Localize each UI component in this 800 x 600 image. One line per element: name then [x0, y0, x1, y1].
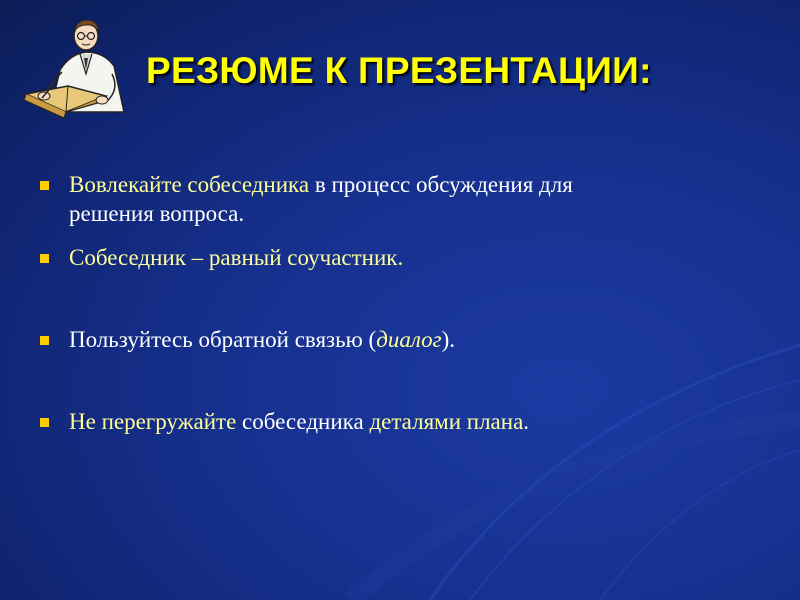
bullet-4-text: собеседника: [236, 409, 370, 434]
square-bullet-icon: [40, 418, 49, 427]
bullet-4-line: [69, 407, 529, 436]
bullet-4-highlight-2: деталями плана: [369, 409, 524, 434]
bullet-2-text: Собеседник – равный соучастник.: [69, 245, 404, 270]
bullet-3-line: [69, 325, 455, 354]
bullet-3-text-end: ).: [441, 327, 456, 352]
bullet-4-highlight-1: Не перегружайте: [69, 409, 237, 434]
bullet-3-text: Пользуйтесь обратной связью (: [69, 327, 377, 352]
bullet-4-text-end: .: [523, 409, 530, 434]
bullet-1-highlight: Вовлекайте собеседника: [69, 172, 310, 197]
bullet-1-line-1: [69, 170, 573, 199]
square-bullet-icon: [40, 336, 49, 345]
slide-title: РЕЗЮМЕ К ПРЕЗЕНТАЦИИ:: [146, 50, 652, 91]
bullet-3-highlight: диалог: [376, 327, 442, 352]
bullet-1-line-2: решения вопроса.: [69, 201, 245, 226]
square-bullet-icon: [40, 181, 49, 190]
bullet-1-text: в процесс обсуждения для: [309, 172, 573, 197]
square-bullet-icon: [40, 254, 49, 263]
scientist-reading-icon: [20, 12, 142, 124]
